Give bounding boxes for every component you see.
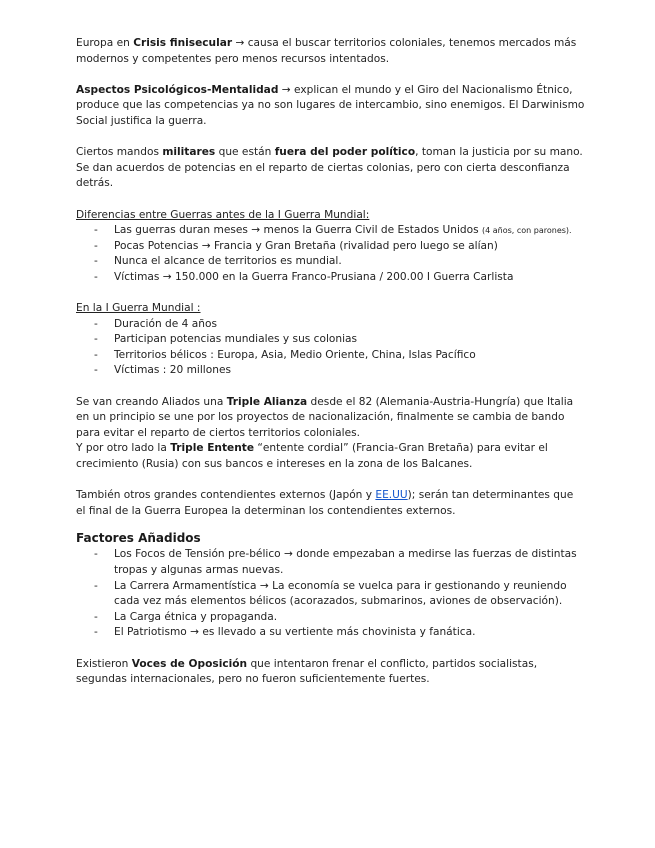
- paragraph-voces-oposicion: [76, 657, 585, 688]
- item-text: Pocas Potencias → Francia y Gran Bretaña (rivalidad pero luego se alían): [114, 239, 498, 252]
- item-note: (4 años, con parones).: [482, 226, 572, 236]
- text: ); serán tan determinantes que el final de la Guerra Europea la determinan los contendientes externos.: [76, 489, 574, 517]
- item-text: Los Focos de Tensión pre-bélico → donde empezaban a medirse las fuerzas de distintas tropas y algunas armas nuevas.: [114, 548, 577, 576]
- item-text: Víctimas : 20 millones: [114, 364, 231, 377]
- bold-term: Aspectos Psicológicos-Mentalidad: [76, 83, 279, 96]
- text: Europa en: [76, 37, 134, 49]
- list-item: [76, 223, 585, 239]
- paragraph-contendientes: [76, 488, 585, 519]
- item-text: El Patriotismo → es llevado a su vertiente más chovinista y fanática.: [114, 626, 476, 639]
- paragraph-crisis: [76, 36, 585, 67]
- text: Existieron: [76, 657, 132, 670]
- dash-bullet: -: [94, 270, 98, 283]
- dash-bullet: -: [94, 333, 98, 346]
- list-item: [76, 317, 585, 333]
- dash-bullet: -: [94, 548, 98, 561]
- list-heading-guerra-mundial: En la I Guerra Mundial :: [76, 302, 201, 315]
- text: Se van creando Aliados una: [76, 395, 227, 408]
- text: Y por otro lado la: [76, 442, 171, 455]
- paragraph-triple-entente: [76, 441, 585, 472]
- bold-term: Voces de Oposición: [131, 657, 248, 670]
- list-item: [76, 363, 585, 379]
- bold-term: Triple Entente: [170, 442, 255, 455]
- item-text: La Carrera Armamentística → La economía se vuelca para ir gestionando y reuniendo cada vez más elementos bélicos (acorazados, submarinos, aviones de observación).: [114, 579, 567, 608]
- list-item: [76, 547, 585, 578]
- bold-term: Crisis finisecular: [133, 37, 233, 49]
- bold-term: fuera del poder político: [274, 146, 416, 159]
- dash-bullet: -: [94, 348, 98, 361]
- text: desde el 82 (Alemania-Austria-Hungría) que Italia en un principio se une por los proyectos de nacionalización, finalmente se cambia de bando para evitar el reparto de ciertos territorios coloniales.: [76, 395, 574, 439]
- text: También otros grandes contendientes externos (Japón y: [76, 489, 376, 502]
- item-text: Territorios bélicos : Europa, Asia, Medio Oriente, China, Islas Pacífico: [114, 348, 476, 361]
- item-text: Las guerras duran meses → menos la Guerra Civil de Estados Unidos: [114, 224, 482, 237]
- bold-term: militares: [162, 146, 216, 159]
- item-text: Duración de 4 años: [114, 317, 217, 330]
- item-text: La Carga étnica y propaganda.: [114, 610, 278, 623]
- list-item: [76, 579, 585, 610]
- list-item: [76, 254, 585, 270]
- dash-bullet: -: [94, 579, 98, 592]
- text: que están: [215, 146, 275, 159]
- list-item: [76, 239, 585, 255]
- list-item: [76, 625, 585, 641]
- list-diferencias: [76, 223, 585, 285]
- list-factores: [76, 547, 585, 641]
- list-item: [76, 332, 585, 348]
- list-item: [76, 610, 585, 626]
- item-text: Víctimas → 150.000 en la Guerra Franco-Prusiana / 200.00 I Guerra Carlista: [114, 270, 514, 283]
- paragraph-triple-alianza: [76, 395, 585, 442]
- list-item: [76, 348, 585, 364]
- paragraph-militares: [76, 145, 585, 192]
- dash-bullet: -: [94, 626, 98, 639]
- bold-term: Triple Alianza: [226, 395, 308, 408]
- text: → causa el buscar territorios coloniales, tenemos mercados más modernos y competentes pero menos recursos intentados.: [76, 37, 577, 65]
- dash-bullet: -: [94, 255, 98, 268]
- text: que intentaron frenar el conflicto, partidos socialistas, segundas internacionales, pero no fueron suficientemente fuertes.: [76, 657, 538, 686]
- dash-bullet: -: [94, 610, 98, 623]
- item-text: Participan potencias mundiales y sus colonias: [114, 333, 358, 346]
- list-heading-diferencias: Diferencias entre Guerras antes de la I Guerra Mundial:: [76, 208, 370, 221]
- dash-bullet: -: [94, 364, 98, 377]
- paragraph-aspectos: [76, 83, 585, 130]
- dash-bullet: -: [94, 317, 98, 330]
- text: Ciertos mandos: [76, 146, 163, 159]
- dash-bullet: -: [94, 239, 98, 252]
- text: → explican el mundo y el Giro del Nacionalismo Étnico, produce que las competencias ya no son lugares de intercambio, sino enemigos. El Darwinismo Social justifica la guerra.: [76, 83, 585, 127]
- link-eeuu[interactable]: EE.UU: [375, 489, 408, 502]
- item-text: Nunca el alcance de territorios es mundial.: [114, 255, 342, 268]
- list-guerra-mundial: [76, 317, 585, 379]
- dash-bullet: -: [94, 224, 98, 237]
- text: , toman la justicia por su mano. Se dan acuerdos de potencias en el reparto de ciertas colonias, pero con cierta desconfianza detrás.: [76, 146, 583, 190]
- section-heading-factores: Factores Añadidos: [76, 531, 201, 546]
- list-item: [76, 270, 585, 286]
- text: “entente cordial” (Francia-Gran Bretaña) para evitar el crecimiento (Rusia) con sus bancos e intereses en la zona de los Balcanes.: [76, 442, 548, 471]
